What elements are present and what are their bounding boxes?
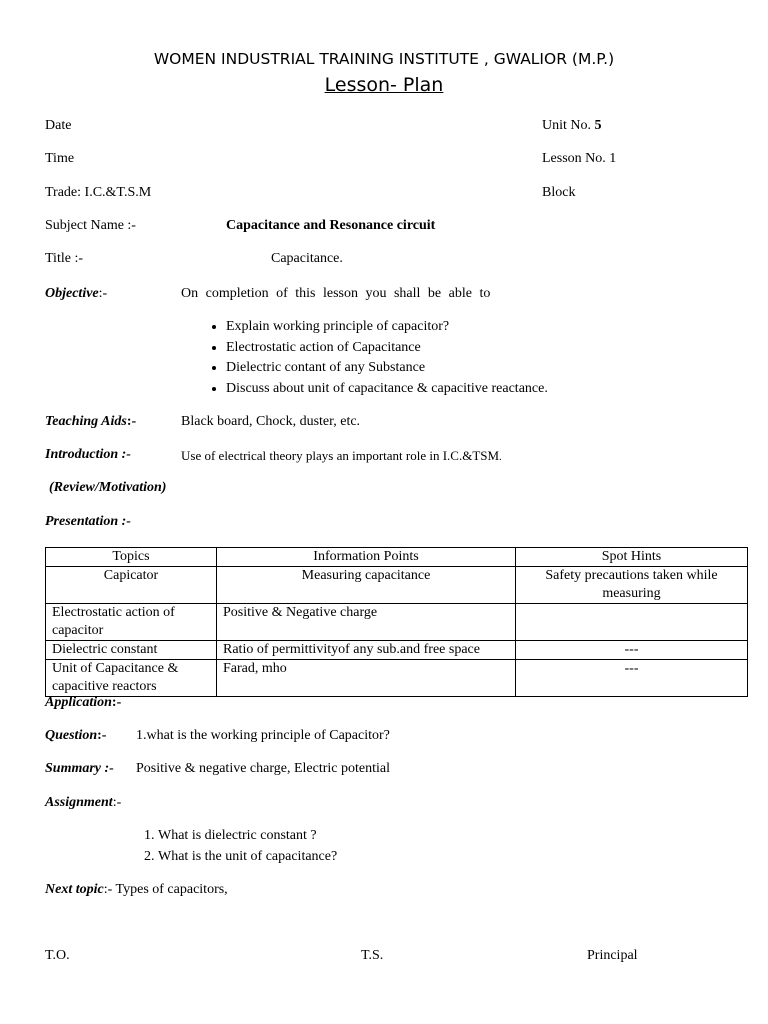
table-cell: Dielectric constant bbox=[46, 641, 217, 660]
title-label: Title :- bbox=[45, 251, 83, 266]
signature-principal: Principal bbox=[587, 948, 638, 963]
introduction-value: Use of electrical theory plays an important role in I.C.&TSM. bbox=[181, 448, 502, 463]
list-item: • Dielectric contant of any Substance bbox=[226, 358, 548, 379]
list-item: 2. What is the unit of capacitance? bbox=[158, 846, 337, 867]
table-cell: Safety precautions taken while measuring bbox=[516, 567, 748, 604]
table-cell: --- bbox=[516, 660, 748, 697]
list-item: • Electrostatic action of Capacitance bbox=[226, 338, 548, 359]
block-label: Block bbox=[542, 185, 576, 200]
table-cell: Electrostatic action of capacitor bbox=[46, 604, 217, 641]
title-value: Capacitance. bbox=[271, 251, 343, 266]
signature-ts: T.S. bbox=[361, 948, 384, 963]
objective-label: Objective:- bbox=[45, 286, 108, 301]
next-topic: Next topic:- Types of capacitors, bbox=[45, 882, 228, 897]
table-cell bbox=[516, 604, 748, 641]
summary-value: Positive & negative charge, Electric potential bbox=[136, 761, 390, 776]
question-value: 1.what is the working principle of Capacitor? bbox=[136, 728, 390, 743]
introduction-label: Introduction :- bbox=[45, 447, 131, 462]
objective-text: On completion of this lesson you shall be able to bbox=[181, 286, 491, 301]
assignment-label: Assignment:- bbox=[45, 795, 122, 810]
table-cell: Farad, mho bbox=[217, 660, 516, 697]
review-motivation: (Review/Motivation) bbox=[49, 480, 167, 495]
table-cell: Positive & Negative charge bbox=[217, 604, 516, 641]
table-row bbox=[46, 604, 748, 641]
teaching-aids-label: Teaching Aids:- bbox=[45, 414, 137, 429]
table-cell: Capicator bbox=[46, 567, 217, 604]
summary-label: Summary :- bbox=[45, 761, 114, 776]
list-item: • Explain working principle of capacitor? bbox=[226, 317, 548, 338]
date-label: Date bbox=[45, 118, 72, 133]
table-row bbox=[46, 567, 748, 604]
table-row bbox=[46, 641, 748, 660]
question-label: Question:- bbox=[45, 728, 107, 743]
institute-name: WOMEN INDUSTRIAL TRAINING INSTITUTE , GWALIOR (M.P.) bbox=[153, 50, 615, 68]
objective-list bbox=[181, 317, 548, 399]
table-cell: Measuring capacitance bbox=[217, 567, 516, 604]
signature-to: T.O. bbox=[45, 948, 70, 963]
table-cell: --- bbox=[516, 641, 748, 660]
lesson-no: Lesson No. 1 bbox=[542, 151, 617, 166]
subject-label: Subject Name :- bbox=[45, 218, 136, 233]
presentation-label: Presentation :- bbox=[45, 514, 131, 529]
trade: Trade: I.C.&T.S.M bbox=[45, 185, 152, 200]
application-label: Application:- bbox=[45, 695, 122, 710]
unit-no: Unit No. 5 bbox=[542, 118, 602, 133]
table-header-row bbox=[46, 548, 748, 567]
header-spot-hints: Spot Hints bbox=[516, 548, 748, 567]
document-title: Lesson- Plan bbox=[324, 74, 444, 96]
list-item: • Discuss about unit of capacitance & capacitive reactance. bbox=[226, 379, 548, 400]
table-cell: Ratio of permittivityof any sub.and free space bbox=[217, 641, 516, 660]
subject-value: Capacitance and Resonance circuit bbox=[226, 218, 436, 233]
header-topics: Topics bbox=[46, 548, 217, 567]
table-row bbox=[46, 660, 748, 697]
assignment-list bbox=[113, 825, 337, 867]
presentation-table bbox=[45, 547, 748, 697]
teaching-aids-value: Black board, Chock, duster, etc. bbox=[181, 414, 361, 429]
time-label: Time bbox=[45, 151, 75, 166]
table-cell: Unit of Capacitance & capacitive reactors bbox=[46, 660, 217, 697]
header-information-points: Information Points bbox=[217, 548, 516, 567]
list-item: 1. What is dielectric constant ? bbox=[158, 825, 337, 846]
